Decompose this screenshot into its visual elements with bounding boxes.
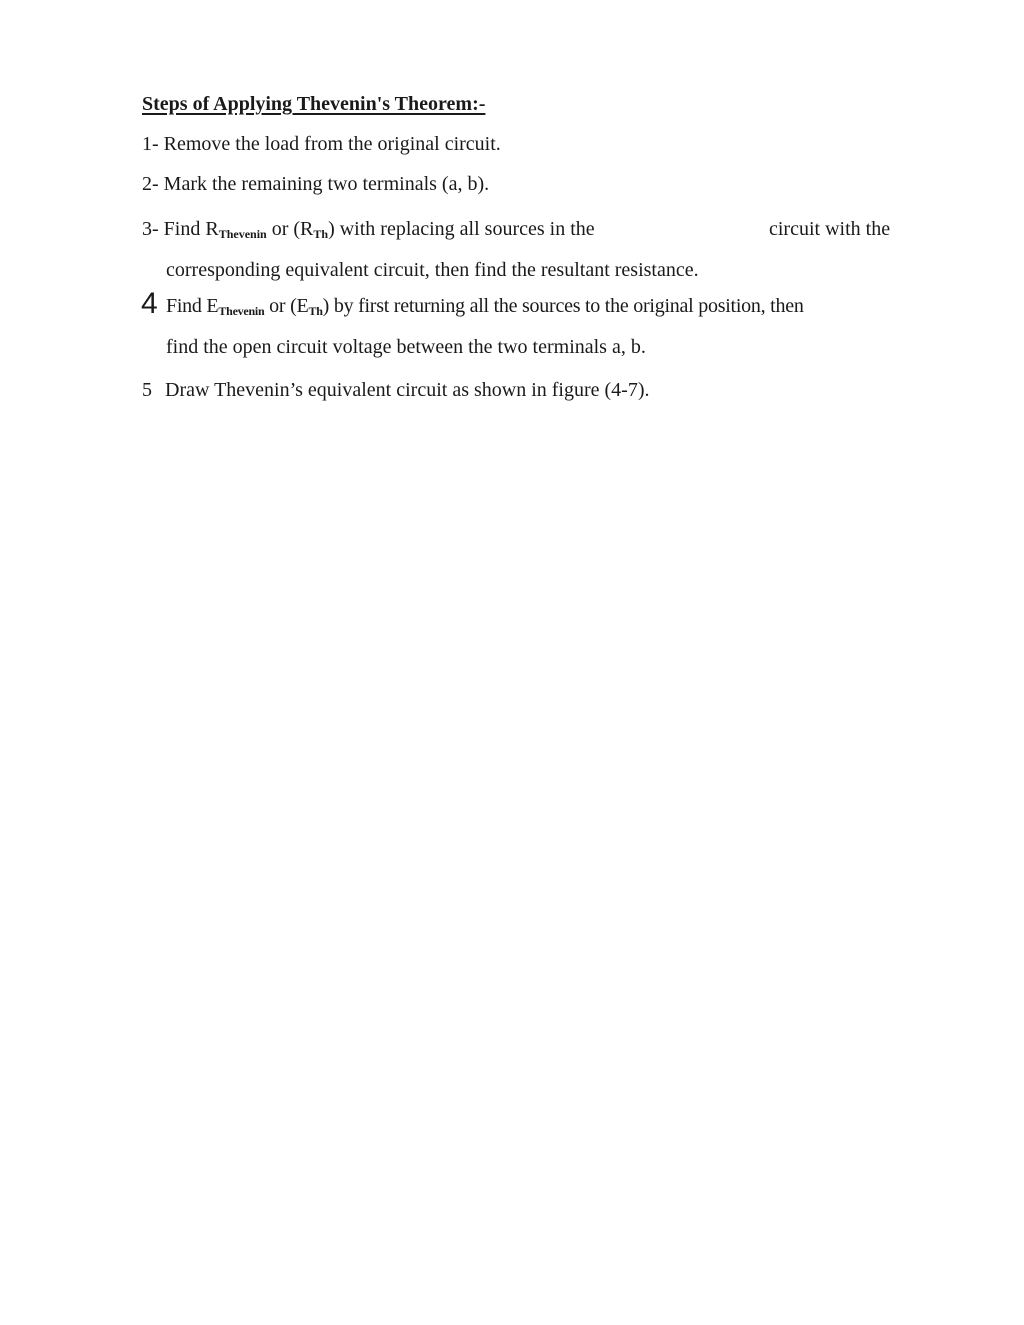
step-4-line-1 <box>166 294 804 320</box>
step-5-line <box>142 378 650 402</box>
r-th-subscript: Th <box>313 227 329 241</box>
step-4-part-b: or (E <box>264 295 309 317</box>
step-5-text: Draw Thevenin’s equivalent circuit as shown in figure (4-7). <box>165 379 650 401</box>
step-3-part-a: 3- Find R <box>142 218 219 240</box>
step-3-line-1-end: circuit with the <box>769 218 891 240</box>
step-3-line-2: corresponding equivalent circuit, then find the resultant resistance. <box>166 259 699 281</box>
section-heading: Steps of Applying Thevenin's Theorem:- <box>142 93 486 115</box>
r-thevenin-subscript: Thevenin <box>218 227 267 241</box>
step-2-text: 2- Mark the remaining two terminals (a, b). <box>142 173 490 195</box>
e-thevenin-subscript: Thevenin <box>218 304 265 318</box>
step-3-part-c: ) with replacing all sources in the <box>328 218 595 240</box>
step-4-number: 4 <box>141 287 158 320</box>
step-1-text: 1- Remove the load from the original circuit. <box>142 133 501 155</box>
step-4-part-a: Find E <box>166 295 219 317</box>
e-th-subscript: Th <box>308 304 323 318</box>
step-3-line-1 <box>142 217 595 243</box>
step-4-line-2: find the open circuit voltage between the two terminals a, b. <box>166 336 646 358</box>
step-4-part-c: ) by first returning all the sources to the original position, then <box>322 295 804 317</box>
step-3-part-b: or (R <box>266 218 314 240</box>
step-5-number: 5 <box>142 379 152 401</box>
